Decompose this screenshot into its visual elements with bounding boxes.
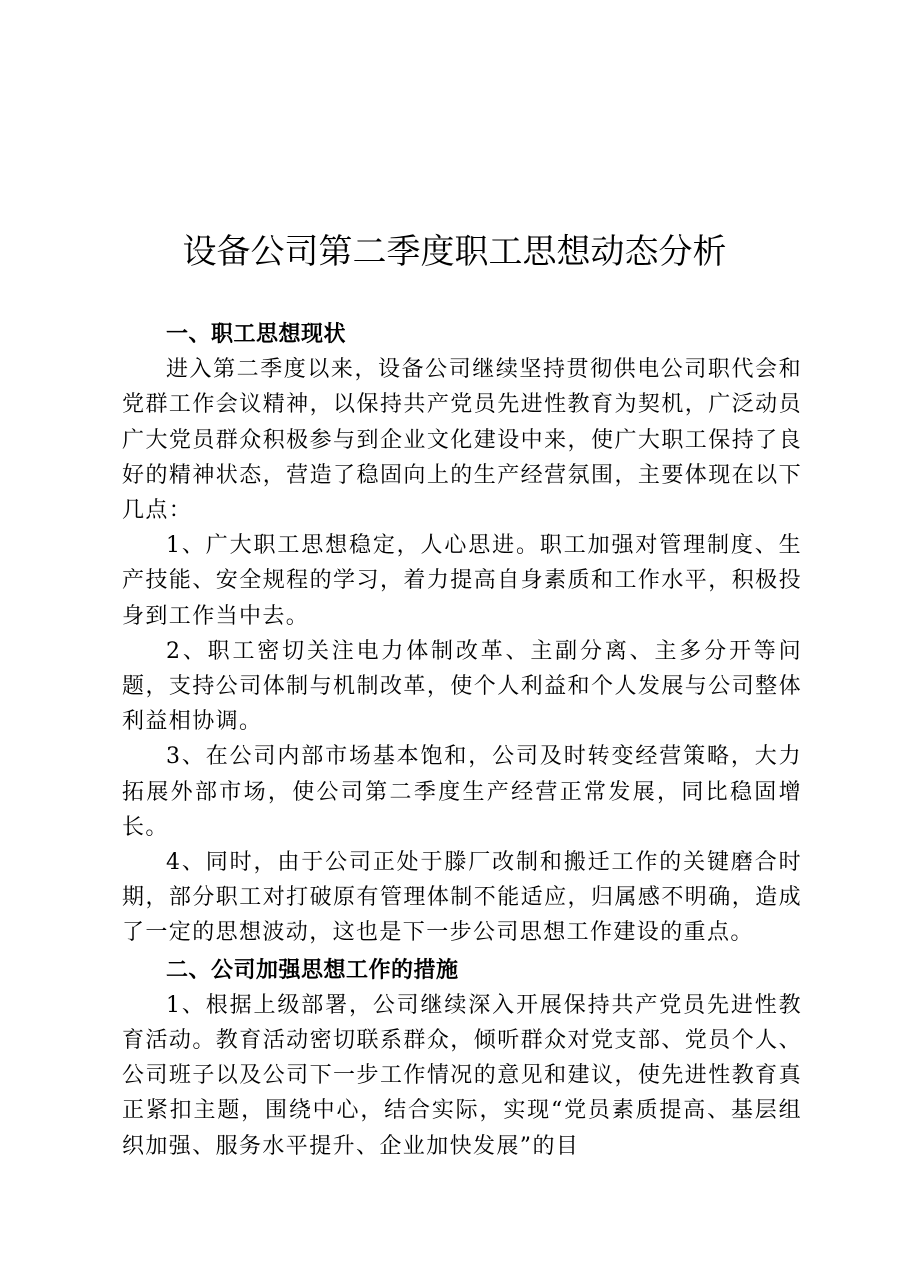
section-heading: 一、职工思想现状 <box>166 322 347 347</box>
section-heading: 二、公司加强思想工作的措施 <box>166 957 459 983</box>
document-body <box>122 317 802 1164</box>
document-title: 设备公司第二季度职工思想动态分析 <box>182 232 727 272</box>
paragraph: 4、同时，由于公司正处于滕厂改制和搬迁工作的关键磨合时期，部分职工对打破原有管理体制不能适应，归属感不明确，造成了一定的思想波动，这也是下一步公司思想工作建设的重点。 <box>122 850 802 946</box>
paragraph: 1、根据上级部署，公司继续深入开展保持共产党员先进性教育活动。教育活动密切联系群众，倾听群众对党支部、党员个人、公司班子以及公司下一步工作情况的意见和建议，使先进性教育真正紧扣主题，围绕中心，结合实际，实现“党员素质提高、基层组织加强、服务水平提升、企业加快发展”的目 <box>122 992 802 1159</box>
paragraph: 3、在公司内部市场基本饱和，公司及时转变经营策略，大力拓展外部市场，使公司第二季度生产经营正常发展，同比稳固增长。 <box>122 744 802 840</box>
paragraph: 2、职工密切关注电力体制改革、主副分离、主多分开等问题，支持公司体制与机制改革，使个人利益和个人发展与公司整体利益相协调。 <box>122 638 802 735</box>
paragraph: 进入第二季度以来，设备公司继续坚持贯彻供电公司职代会和党群工作会议精神，以保持共产党员先进性教育为契机，广泛动员广大党员群众积极参与到企业文化建设中来，使广大职工保持了良好的精神状态，营造了稳固向上的生产经营氛围，主要体现在以下几点： <box>122 357 802 524</box>
paragraph: 1、广大职工思想稳定，人心思进。职工加强对管理制度、生产技能、安全规程的学习，着力提高自身素质和工作水平，积极投身到工作当中去。 <box>122 533 802 629</box>
